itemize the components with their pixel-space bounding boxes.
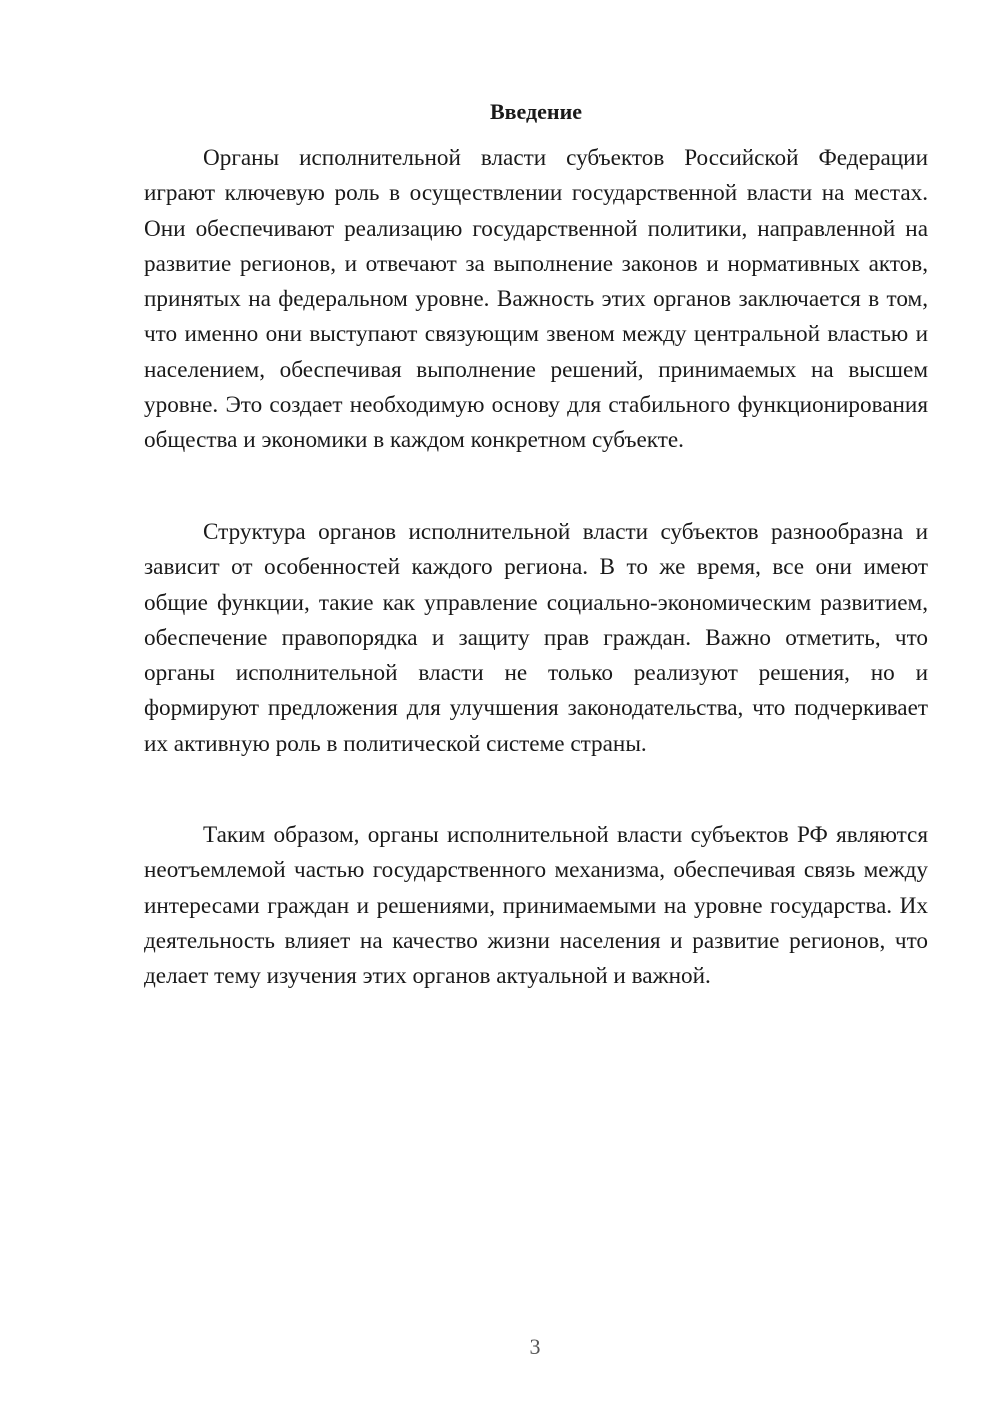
section-title: Введение [489,99,583,124]
paragraph-3: Таким образом, органы исполнительной власти субъектов РФ являются неотъемлемой частью государственного механизма, обеспечивая связь между интересами граждан и решениями, принимаемыми на уровне государства. Их деятельность влияет на качество жизни населения и развитие регионов, что делает тему изучения этих органов актуальной и важной. [144,822,928,990]
paragraph-1: Органы исполнительной власти субъектов Российской Федерации играют ключевую роль в осуществлении государственной власти на местах. Они обеспечивают реализацию государственной политики, направленной на развитие регионов, и отвечают за выполнение законов и нормативных актов, принятых на федеральном уровне. Важность этих органов заключается в том, что именно они выступают связующим звеном между центральной властью и населением, обеспечивая выполнение решений, принимаемых на высшем уровне. Это создает необходимую основу для стабильного функционирования общества и экономики в каждом конкретном субъекте. [144,145,928,454]
page-number: 3 [529,1334,541,1359]
paragraph-2: Структура органов исполнительной власти субъектов разнообразна и зависит от особенностей каждого региона. В то же время, все они имеют общие функции, такие как управление социально-экономическим развитием, обеспечение правопорядка и защиту прав граждан. Важно отметить, что органы исполнительной власти не только реализуют решения, но и формируют предложения для улучшения законодательства, что подчеркивает их активную роль в политической системе страны. [144,519,928,757]
